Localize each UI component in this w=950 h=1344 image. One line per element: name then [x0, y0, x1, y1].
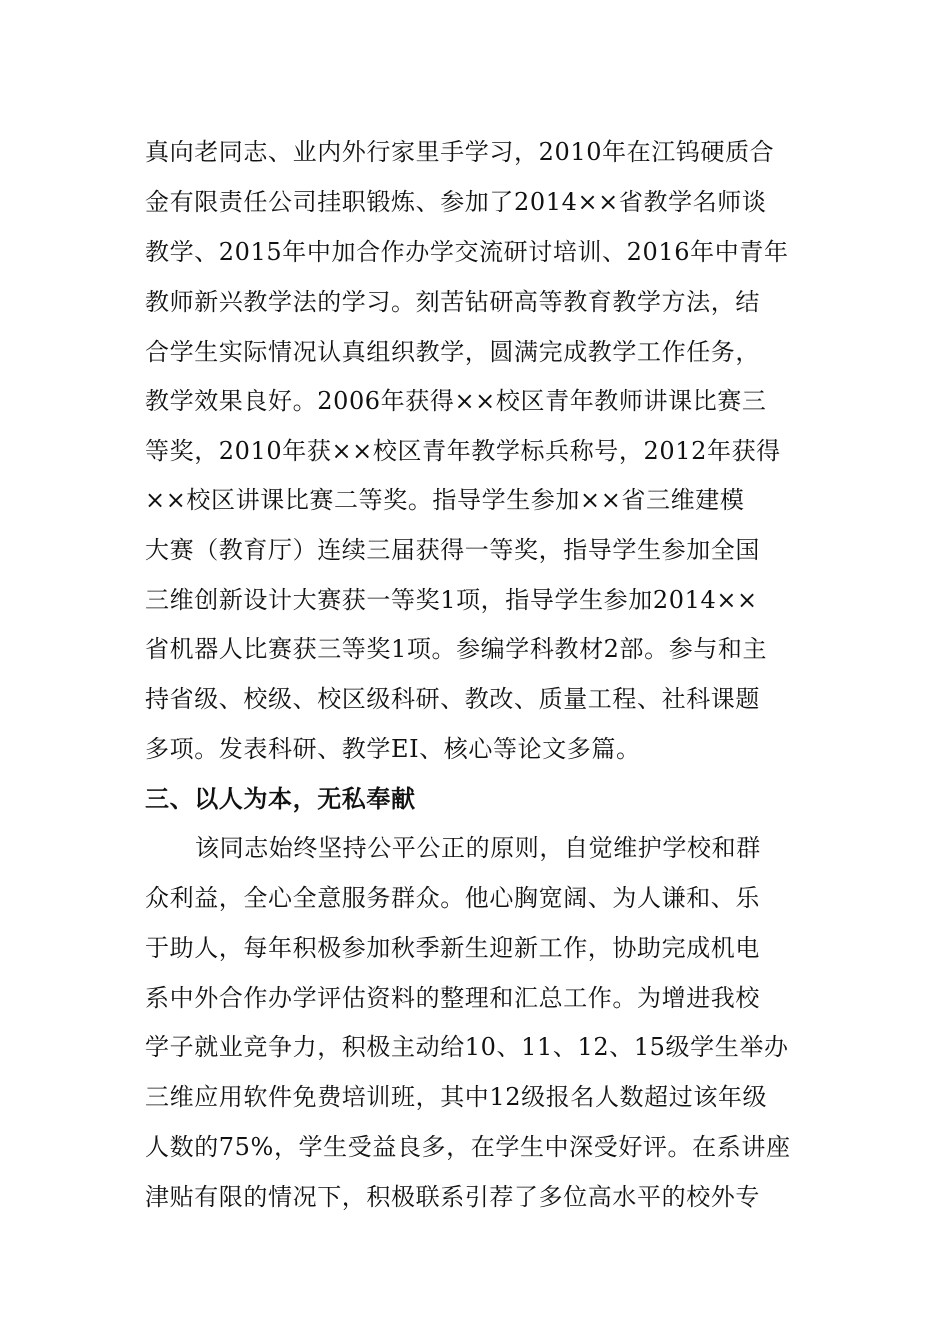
paragraph-1-line: 合学生实际情况认真组织教学，圆满完成教学工作任务，: [145, 338, 760, 366]
paragraph-1-line: 教师新兴教学法的学习。刻苦钻研高等教育教学方法，结: [145, 288, 760, 316]
paragraph-1-line: ××校区讲课比赛二等奖。指导学生参加××省三维建模: [145, 486, 745, 514]
section-heading: 三、以人为本，无私奉献: [145, 785, 416, 813]
paragraph-2-line: 津贴有限的情况下，积极联系引荐了多位高水平的校外专: [145, 1183, 760, 1211]
paragraph-1-line: 真向老同志、业内外行家里手学习，2010年在江钨硬质合: [145, 138, 775, 166]
paragraph-1-line: 省机器人比赛获三等奖1项。参编学科教材2部。参与和主: [145, 635, 768, 663]
paragraph-2-line: 该同志始终坚持公平公正的原则，自觉维护学校和群: [195, 834, 761, 862]
paragraph-2-line: 三维应用软件免费培训班，其中12级报名人数超过该年级: [145, 1083, 768, 1111]
paragraph-1-line: 教学效果良好。2006年获得××校区青年教师讲课比赛三: [145, 387, 767, 415]
paragraph-1-line: 多项。发表科研、教学EI、核心等论文多篇。: [145, 735, 641, 763]
paragraph-2-line: 众利益，全心全意服务群众。他心胸宽阔、为人谦和、乐: [145, 884, 760, 912]
paragraph-1-line: 金有限责任公司挂职锻炼、参加了2014××省教学名师谈: [145, 188, 767, 216]
paragraph-2-line: 于助人，每年积极参加秋季新生迎新工作，协助完成机电: [145, 934, 760, 962]
paragraph-1-line: 持省级、校级、校区级科研、教改、质量工程、社科课题: [145, 685, 760, 713]
paragraph-1-line: 教学、2015年中加合作办学交流研讨培训、2016年中青年: [145, 238, 789, 266]
paragraph-2-line: 系中外合作办学评估资料的整理和汇总工作。为增进我校: [145, 984, 760, 1012]
paragraph-1-line: 大赛（教育厅）连续三届获得一等奖，指导学生参加全国: [145, 536, 760, 564]
paragraph-2-line: 人数的75%，学生受益良多，在学生中深受好评。在系讲座: [145, 1133, 791, 1161]
paragraph-1-line: 等奖，2010年获××校区青年教学标兵称号，2012年获得: [145, 437, 781, 465]
paragraph-1-line: 三维创新设计大赛获一等奖1项，指导学生参加2014××: [145, 586, 758, 614]
paragraph-2-line: 学子就业竞争力，积极主动给10、11、12、15级学生举办: [145, 1033, 789, 1061]
